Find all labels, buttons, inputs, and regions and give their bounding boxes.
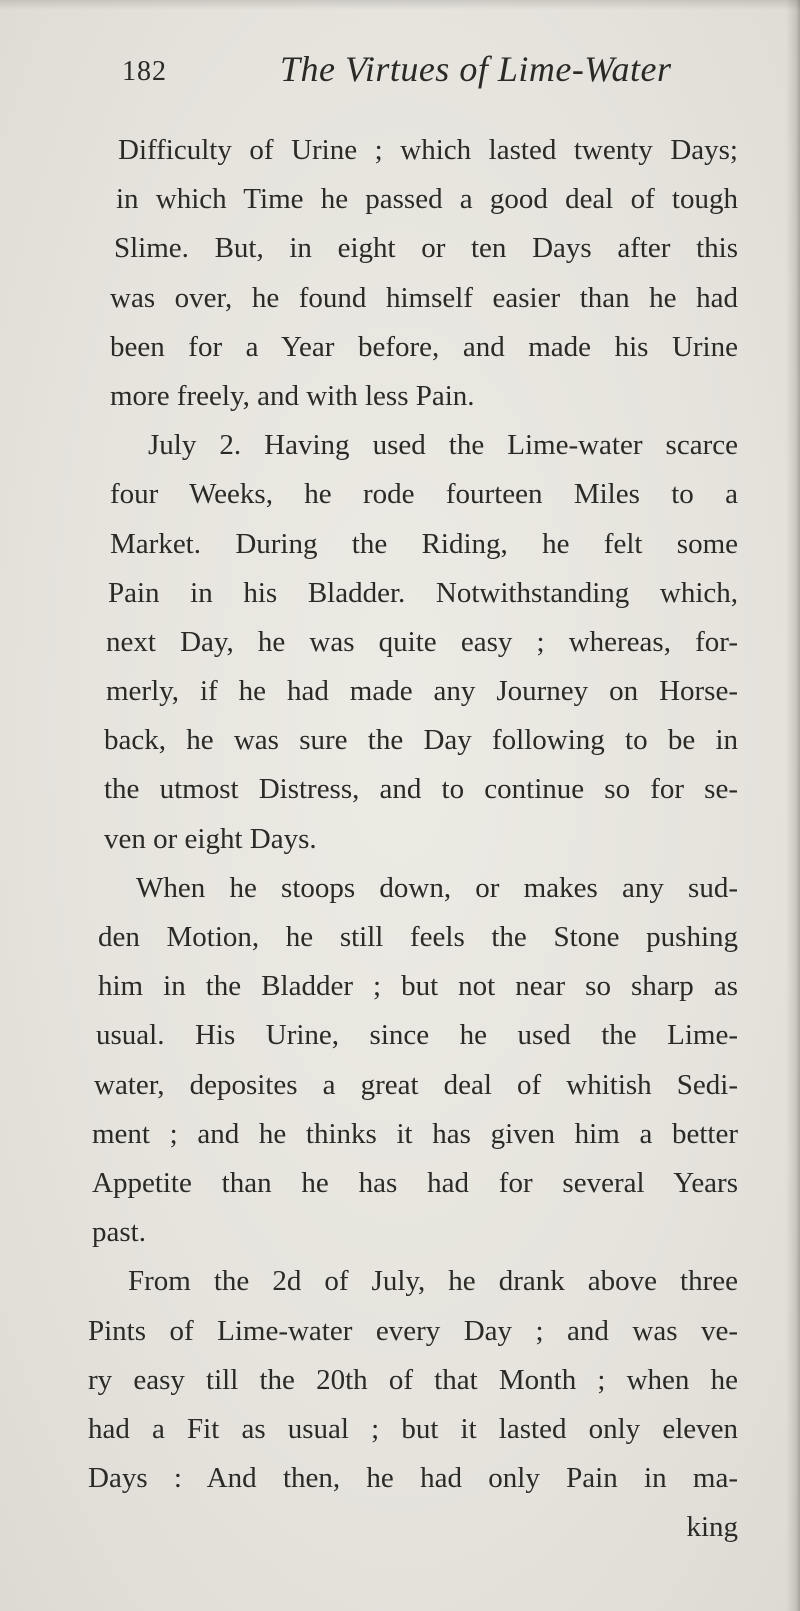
text-line: Market. During the Riding, he felt some xyxy=(110,527,738,560)
text-line: him in the Bladder ; but not near so sharp as xyxy=(98,970,738,1003)
text-line: back, he was sure the Day following to be in xyxy=(104,724,738,757)
text-line: From the 2d of July, he drank above three xyxy=(128,1265,738,1298)
text-line: Appetite than he has had for several Years xyxy=(92,1166,738,1199)
page-gutter-shadow xyxy=(786,0,800,1611)
text-line: Slime. But, in eight or ten Days after this xyxy=(114,232,738,265)
page-top-shadow xyxy=(0,0,800,10)
text-line: was over, he found himself easier than he had xyxy=(110,281,738,314)
text-line: Difficulty of Urine ; which lasted twenty Days; xyxy=(118,134,738,166)
text-line: July 2. Having used the Lime-water scarce xyxy=(148,429,738,462)
text-line: ven or eight Days. xyxy=(104,822,317,855)
page-number: 182 xyxy=(122,56,167,87)
text-line: past. xyxy=(92,1216,146,1249)
body-text xyxy=(88,126,738,1552)
text-line: next Day, he was quite easy ; whereas, for- xyxy=(106,625,738,658)
text-line: the utmost Distress, and to continue so for se- xyxy=(104,773,738,806)
text-line: ry easy till the 20th of that Month ; when he xyxy=(88,1363,738,1396)
page-header xyxy=(118,48,718,98)
text-line: more freely, and with less Pain. xyxy=(110,379,475,412)
text-line: been for a Year before, and made his Urine xyxy=(110,330,738,363)
text-line: When he stoops down, or makes any sud- xyxy=(136,871,738,904)
text-line: had a Fit as usual ; but it lasted only eleven xyxy=(88,1412,738,1445)
catchword: king xyxy=(686,1511,738,1544)
text-line: four Weeks, he rode fourteen Miles to a xyxy=(110,478,738,511)
text-line: Pints of Lime-water every Day ; and was ve- xyxy=(88,1314,738,1347)
text-line: water, deposites a great deal of whitish Sedi- xyxy=(94,1068,738,1101)
text-line: in which Time he passed a good deal of tough xyxy=(116,183,738,216)
text-line: Pain in his Bladder. Notwithstanding which, xyxy=(108,576,738,609)
text-line: den Motion, he still feels the Stone pushing xyxy=(98,921,738,953)
running-title: The Virtues of Lime-Water xyxy=(280,49,672,89)
text-line: merly, if he had made any Journey on Horse- xyxy=(106,675,738,708)
text-line: Days : And then, he had only Pain in ma- xyxy=(88,1462,738,1495)
text-line: usual. His Urine, since he used the Lime- xyxy=(96,1019,738,1052)
text-line: ment ; and he thinks it has given him a better xyxy=(92,1117,738,1150)
